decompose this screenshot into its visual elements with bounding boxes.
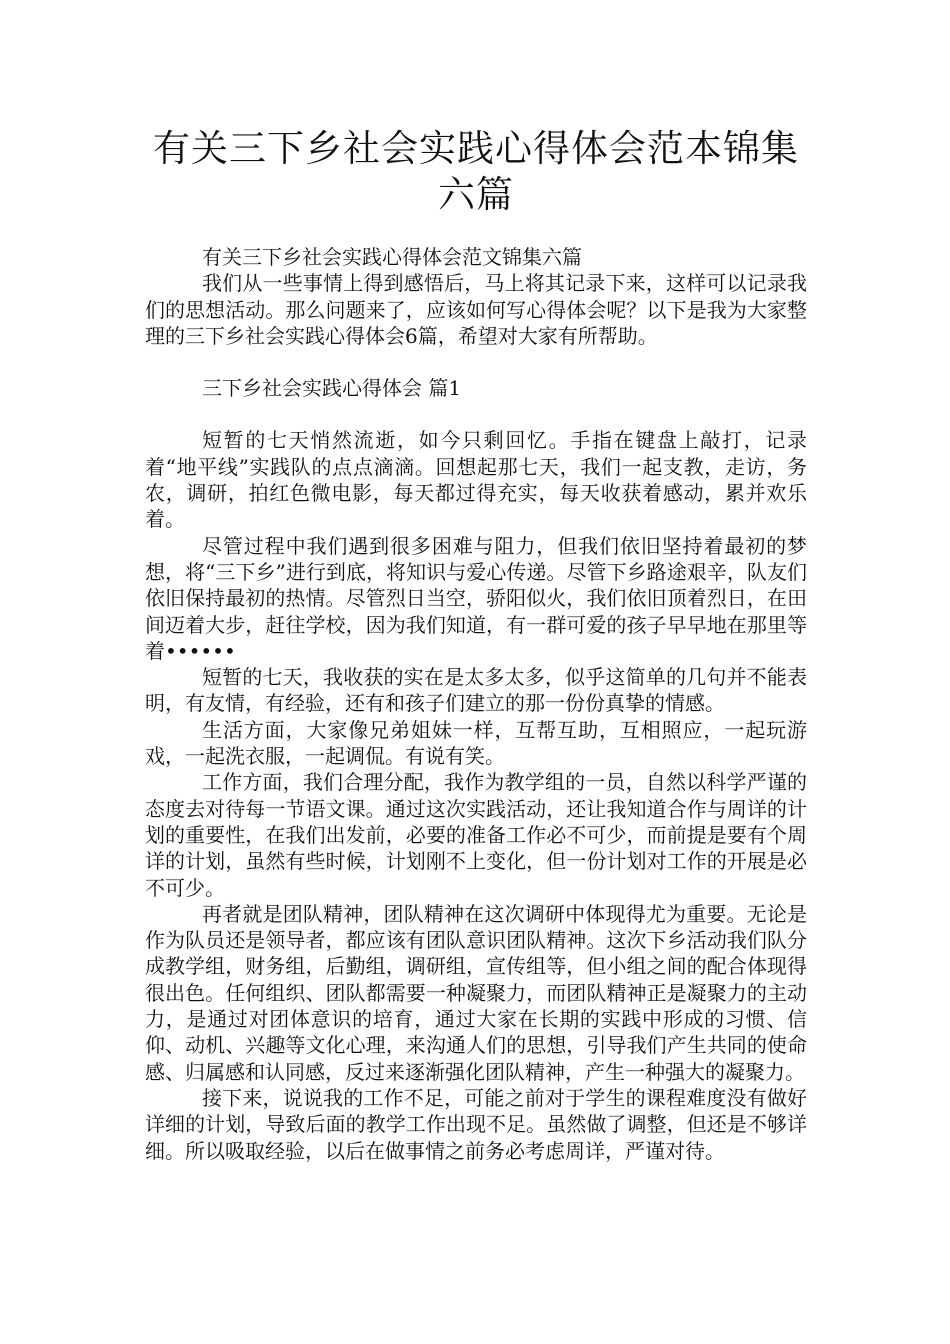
- section-heading: 三下乡社会实践心得体会 篇1: [202, 376, 462, 401]
- document-page: [145, 126, 807, 1164]
- document-title: 有关三下乡社会实践心得体会范本锦集六篇: [153, 127, 799, 216]
- body-paragraph: 再者就是团队精神，团队精神在这次调研中体现得尤为重要。无论是作为队员还是领导者，都应该有团队意识团队精神。这次下乡活动我们队分成教学组，财务组，后勤组，调研组，宣传组等，但小组之间的配合体现得很出色。任何组织、团队都需要一种凝聚力，而团队精神正是凝聚力的主动力，是通过对团体意识的培育，通过大家在长期的实践中形成的习惯、信仰、动机、兴趣等文化心理，来沟通人们的思想，引导我们产生共同的使命感、归属感和认同感，反过来逐渐强化团队精神，产生一种强大的凝聚力。: [145, 901, 807, 1084]
- body-paragraph: 生活方面，大家像兄弟姐妹一样，互帮互助，互相照应，一起玩游戏，一起洗衣服，一起调侃。有说有笑。: [145, 717, 807, 769]
- body-paragraph: 短暂的七天悄然流逝，如今只剩回忆。手指在键盘上敲打，记录着“地平线”实践队的点点滴滴。回想起那七天，我们一起支教，走访，务农，调研，拍红色微电影，每天都过得充实，每天收获着感动，累并欢乐着。: [145, 428, 807, 532]
- spacer: [145, 401, 807, 427]
- body-paragraph: 工作方面，我们合理分配，我作为教学组的一员，自然以科学严谨的态度去对待每一节语文课。通过这次实践活动，还让我知道合作与周详的计划的重要性，在我们出发前，必要的准备工作必不可少，而前提是要有个周详的计划，虽然有些时候，计划刚不上变化，但一份计划对工作的开展是必不可少。: [145, 770, 807, 900]
- body-paragraph: 尽管过程中我们遇到很多困难与阻力，但我们依旧坚持着最初的梦想，将“三下乡”进行到底，将知识与爱心传递。尽管下乡路途艰辛，队友们依旧保持最初的热情。尽管烈日当空，骄阳似火，我们依旧顶着烈日，在田间迈着大步，赶往学校，因为我们知道，有一群可爱的孩子早早地在那里等着••••••: [145, 533, 807, 663]
- body-paragraph: 短暂的七天，我收获的实在是太多太多，似乎这简单的几句并不能表明，有友情，有经验，还有和孩子们建立的那一份份真挚的情感。: [145, 665, 807, 716]
- spacer: [145, 349, 807, 375]
- document-subtitle: 有关三下乡社会实践心得体会范文锦集六篇: [202, 245, 582, 269]
- intro-paragraph: 我们从一些事情上得到感悟后，马上将其记录下来，这样可以记录我们的思想活动。那么问题来了，应该如何写心得体会呢？以下是我为大家整理的三下乡社会实践心得体会6篇，希望对大家有所帮助。: [145, 271, 807, 348]
- body-paragraph: 接下来，说说我的工作不足，可能之前对于学生的课程难度没有做好详细的计划，导致后面的教学工作出现不足。虽然做了调整，但还是不够详细。所以吸取经验，以后在做事情之前务必考虑周详，严谨对待。: [145, 1085, 807, 1163]
